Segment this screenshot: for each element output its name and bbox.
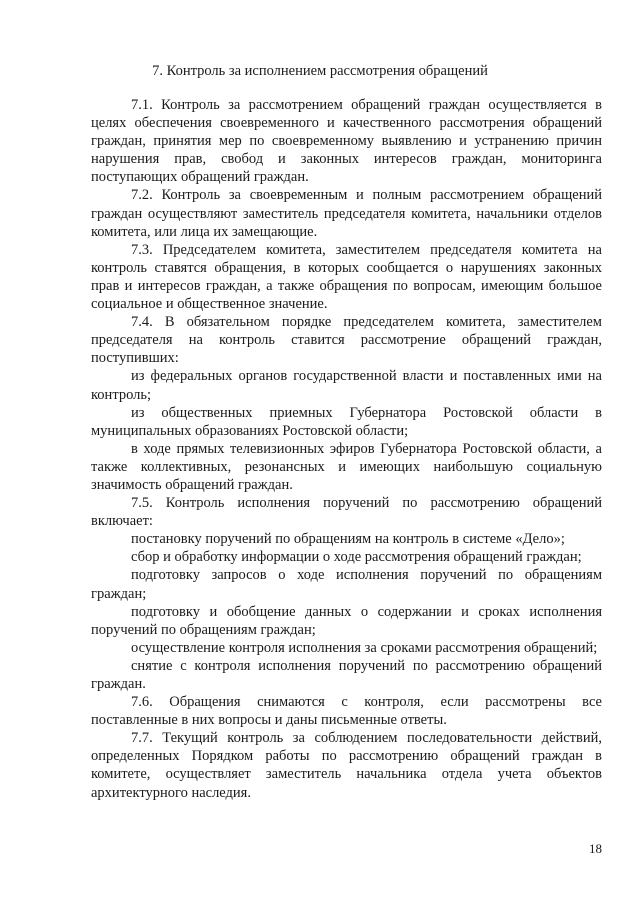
paragraph-7-4: 7.4. В обязательном порядке председателем комитета, заместителем председателя на контроль ставится рассмотрение обращений граждан, поступивших:: [91, 314, 602, 367]
paragraph-7-7: 7.7. Текущий контроль за соблюдением последовательности действий, определенных Порядком работы по рассмотрению обращений граждан в комитете, осуществляет заместитель начальника отдела учета объектов архитектурного наследия.: [91, 730, 602, 801]
paragraph-7-3: 7.3. Председателем комитета, заместителем председателя комитета на контроль ставятся обращения, в которых сообщается о нарушениях законных прав и интересов граждан, а также обращения по вопросам, имеющим большое социальное и общественное значение.: [91, 241, 602, 313]
paragraph-7-2: 7.2. Контроль за своевременным и полным рассмотрением обращений граждан осуществляют заместитель председателя комитета, начальники отделов комитета, или лица их замещающие.: [91, 187, 602, 240]
list-item: из федеральных органов государственной власти и поставленных ими на контроль;: [91, 368, 602, 403]
list-item: осуществление контроля исполнения за сроками рассмотрения обращений;: [131, 639, 598, 656]
list-item: сбор и обработку информации о ходе рассмотрения обращений граждан;: [131, 549, 582, 566]
paragraph-7-5: 7.5. Контроль исполнения поручений по рассмотрению обращений включает:: [91, 495, 602, 530]
section-body: [91, 96, 602, 802]
list-item: подготовку запросов о ходе исполнения поручений по обращениям граждан;: [91, 567, 602, 602]
page-number: 18: [589, 841, 602, 856]
paragraph-7-1: 7.1. Контроль за рассмотрением обращений граждан осуществляется в целях обеспечения своевременного и качественного рассмотрения обращений граждан, принятия мер по своевременному выявлению и устранению причин нарушения прав, свобод и законных интересов граждан, мониторинга поступающих обращений граждан.: [91, 97, 602, 186]
section-title: 7. Контроль за исполнением рассмотрения обращений: [152, 63, 488, 79]
list-item: из общественных приемных Губернатора Ростовской области в муниципальных образованиях Ростовской области;: [91, 404, 602, 439]
list-item: постановку поручений по обращениям на контроль в системе «Дело»;: [131, 531, 565, 548]
list-item: в ходе прямых телевизионных эфиров Губернатора Ростовской области, а также коллективных, резонансных и имеющих наибольшую социальную значимость обращений граждан.: [91, 440, 602, 493]
list-item: подготовку и обобщение данных о содержании и сроках исполнения поручений по обращениям граждан;: [91, 603, 602, 638]
list-item: снятие с контроля исполнения поручений по рассмотрению обращений граждан.: [91, 657, 602, 692]
paragraph-7-6: 7.6. Обращения снимаются с контроля, если рассмотрены все поставленные в них вопросы и даны письменные ответы.: [91, 694, 602, 729]
